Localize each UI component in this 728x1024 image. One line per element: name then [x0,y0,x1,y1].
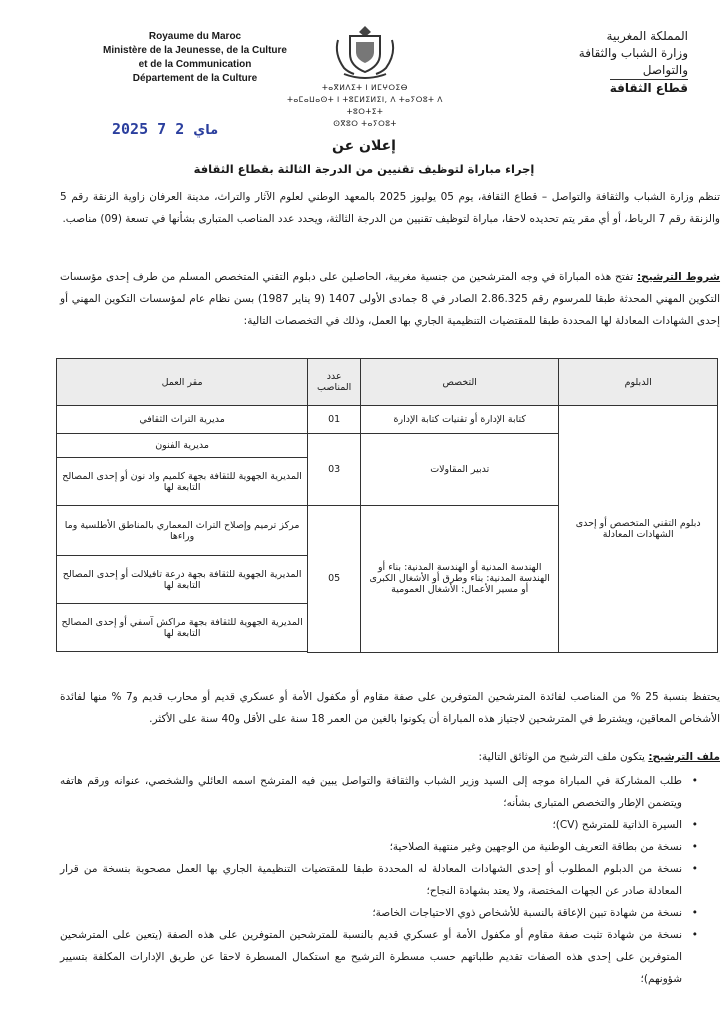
specialty-cell: الهندسة المدنية أو الهندسة المدنية: بناء أو الهندسة المدنية: بناء وطرق أو الأشغال الكبرى أو مسير الأعمال: الأشغال العمومية [361,506,559,653]
file-label: ملف الترشيح: [648,751,720,763]
posts-cell: 05 [308,506,361,653]
file-heading [60,746,720,768]
conditions-label: شروط الترشيح: [636,271,721,283]
posts-cell: 01 [308,406,361,434]
fr-ministry-2: et de la Communication [138,59,252,70]
posts-cell: 03 [308,434,361,506]
list-item: • السيرة الذاتية للمترشح (CV)؛ [60,814,700,836]
ar-department: قطاع الثقافة [609,81,688,95]
announcement-title: إعلان عن [332,138,396,154]
spacer-cell [57,652,308,653]
diploma-cell: دبلوم التقني المتخصص أو إحدى الشهادات المعادلة [559,406,718,653]
fr-department: Département de la Culture [132,73,258,84]
table-header-row [57,359,718,406]
header-workplace: مقر العمل [57,359,308,406]
coat-of-arms-emblem [330,22,400,82]
workplace-cell: مديرية الفنون [57,434,308,458]
intro-paragraph: تنظم وزارة الشباب والثقافة والتواصل – قطاع الثقافة، يوم 05 يوليوز 2025 بالمعهد الوطني لعلوم الآثار والتراث، مدينة العرفان زاوية الزنقة رقم 5 والزنقة رقم 7 الرباط، أو أي مقر يتم تحديده لاحقا، مباراة لتوظيف تقنيين من الدرجة الثالثة، ويحدد عدد المناصب المتبارى بشأنها في تسعة (09) مناصب. [60,191,720,225]
list-item: • نسخة من شهادة تبين الإعاقة بالنسبة للأشخاص ذوي الاحتياجات الخاصة؛ [60,902,700,924]
ar-kingdom: المملكة المغربية [606,29,688,43]
header-specialty: التخصص [361,359,559,406]
tifinagh-line-1: ⵜⴰⴳⵍⴷⵉⵜ ⵏ ⵍⵎⵖⵔⵉⴱ [322,83,408,92]
list-item: • نسخة من بطاقة التعريف الوطنية من الوجهين وغير منتهية الصلاحية؛ [60,836,700,858]
date-month: ماي [193,123,219,138]
header-posts: عدد المناصب [308,359,361,406]
file-text: يتكون ملف الترشيح من الوثائق التالية: [478,751,649,763]
tifinagh-line-3: ⵙⴳⵓⵔ ⵜⴰⵢⵔⵓⵜ [333,119,397,128]
header-fr [80,30,310,86]
list-item: • طلب المشاركة في المباراة موجه إلى السيد وزير الشباب والثقافة والتواصل يبين فيه المترشح اسمه العائلي والشخصي، عنوانه ورقم هاتفه ويتضمن الإطار والتخصص المتبارى بشأنه؛ [60,770,700,814]
fr-kingdom: Royaume du Maroc [148,31,242,42]
ar-ministry: وزارة الشباب والثقافة [578,46,688,60]
specialty-cell: تدبير المقاولات [361,434,559,506]
header-tifinagh [275,82,455,130]
header-diploma: الدبلوم [559,359,718,406]
list-item: • نسخة من الدبلوم المطلوب أو إحدى الشهادات المعادلة له المحددة طبقا للمقتضيات التنظيمية الجاري بها العمل مصحوبة بنسخة من قرار المعادلة صادر عن الجهات المختصة، ولا يعتد بشهادة النجاح؛ [60,858,700,902]
quota-paragraph: يحتفظ بنسبة 25 % من المناصب لفائدة المترشحين المتوفرين على صفة مقاوم أو مكفول الأمة أو عسكري قديم أو محارب قديم و7 % منها لفائدة الأشخاص المعاقين، ويشترط في المترشحين لاجتياز هذه المباراة أن يكونوا بالغين من العمر 18 سنة على الأقل و40 سنة على الأكثر. [60,691,721,725]
ar-ministry-2: والتواصل [642,63,688,77]
conditions-text: تفتح هذه المباراة في وجه المترشحين من جنسية مغربية، الحاصلين على دبلوم التقني المتخصص المسلم من طرف إحدى مؤسسات التكوين المهني المحدثة طبقا للمرسوم رقم 2.86.325 الصادر في 8 جمادى الأولى 1407 (9 يناير 1987) بسن نظام عام لمؤسسات التكوين المهني أو إحدى الشهادات المعادلة لها المحددة طبقا للمقتضيات التنظيمية الجاري بها العمل، وذلك في التخصصات التالية: [60,271,720,327]
workplace-cell: المديرية الجهوية للثقافة بجهة مراكش آسفي أو إحدى المصالح التابعة لها [57,604,308,652]
specialties-table [56,358,718,653]
table-row [57,406,718,434]
workplace-cell: مركز ترميم وإصلاح التراث المعماري بالمناطق الأطلسية وما وراءها [57,506,308,556]
workplace-cell: المديرية الجهوية للثقافة بجهة كلميم واد نون أو إحدى المصالح التابعة لها [57,458,308,506]
header-ar [498,28,688,97]
conditions-paragraph [60,266,720,332]
tifinagh-line-2: ⵜⴰⵎⴰⵡⴰⵙⵜ ⵏ ⵜⵓⵎⵍⵉⵍⵉⵏ, ⴷ ⵜⴰⵢⵔⵓⵜ ⴷ ⵜⵓⵔⵜⵉⵜ [287,95,443,116]
date-day: 2 7 [157,120,185,138]
announcement-subtitle: إجراء مباراة لتوظيف تقنيين من الدرجة الثالثة بقطاع الثقافة [193,162,535,176]
list-item: • نسخة من شهادة تثبت صفة مقاوم أو مكفول الأمة أو عسكري قديم بالنسبة للمترشحين المتوفرين على هذه الصفة (يتعين على المترشحين المتوفرين على إحدى هذه الصفات تقديم طلباتهم حسب مسطرة الترشيح مع استكمال المسطرة لاحقا عن طريق الإدارات المكلفة بتسيير شؤونهم)؛ [60,924,700,990]
workplace-cell: المديرية الجهوية للثقافة بجهة درعة تافيلالت أو إحدى المصالح التابعة لها [57,556,308,604]
date-year: 2025 [112,120,149,138]
date-stamp [112,120,218,138]
specialty-cell: كتابة الإدارة أو تقنيات كتابة الإدارة [361,406,559,434]
fr-ministry: Ministère de la Jeunesse, de la Culture [103,45,287,56]
documents-list [60,770,700,990]
workplace-cell: مديرية التراث الثقافي [57,406,308,434]
